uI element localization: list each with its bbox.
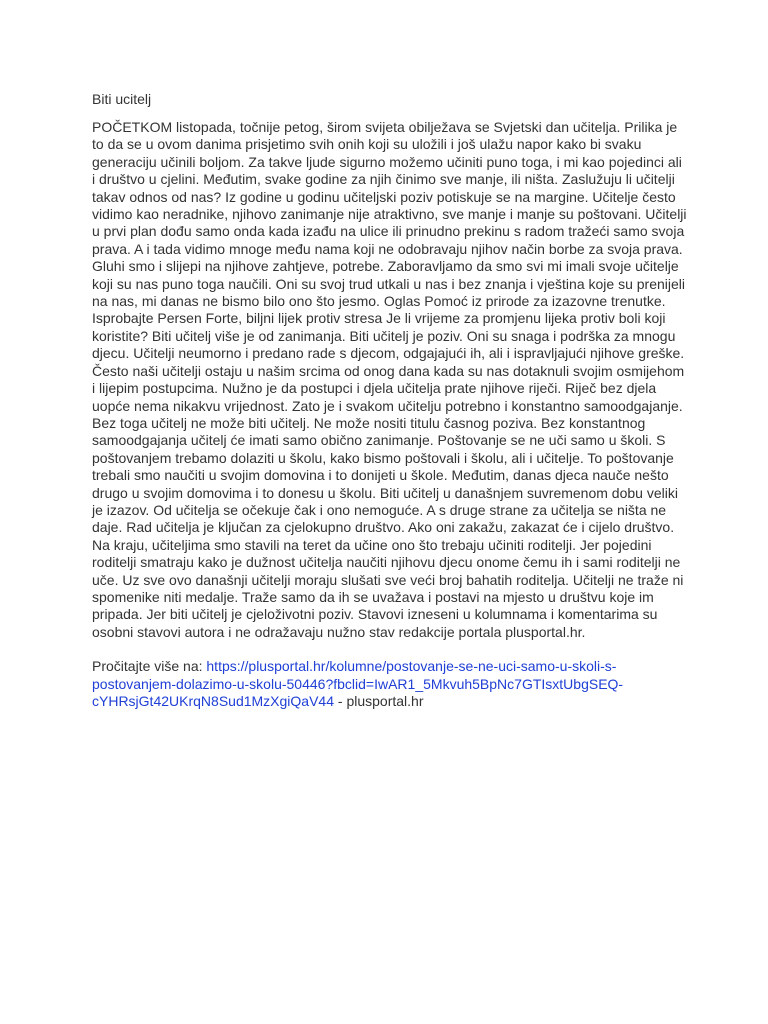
- body-line: Gluhi smo i slijepi na njihove zahtjeve, potrebe. Zaboravljamo da smo svi mi imali svoje učitelje: [92, 258, 679, 275]
- body-line: koji su nas puno toga naučili. Oni su svoj trud utkali u nas i bez znanja i vještina koje su prenijeli: [92, 275, 685, 292]
- body-line: drugo u svojim domovima i to donesu u školu. Biti učitelj u današnjem suvremenom dobu veliki: [92, 484, 678, 501]
- body-line: Na kraju, učiteljima smo stavili na teret da učine ono što trebaju učiniti roditelji. Jer pojedini: [92, 536, 652, 553]
- body-line: je izazov. Od učitelja se očekuje čak i ono nemoguće. A s druge strane za učitelja se ništa ne: [92, 501, 667, 518]
- document-title: Biti ucitelj: [92, 91, 152, 107]
- source-link-part-3[interactable]: cYHRsjGt42UKrqN8Sud1MzXgiQaV44: [92, 693, 334, 710]
- body-line: poštovanjem trebamo dolaziti u školu, kako bismo poštovali i školu, ali i učitelje. To poštovanje: [92, 449, 674, 466]
- body-line: na nas, mi danas ne bismo bilo ono što jesmo. Oglas Pomoć iz prirode za izazovne trenutke.: [92, 293, 666, 310]
- body-line: POČETKOM listopada, točnije petog, širom svijeta obilježava se Svjetski dan učitelja. Prilika je: [92, 119, 678, 135]
- body-line: Često naši učitelji ostaju u našim srcima od onog dana kada su nas dotaknuli svojim osmijehom: [92, 362, 685, 379]
- read-more-line-2: [92, 676, 692, 694]
- read-more-prefix: Pročitajte više na:: [92, 658, 207, 675]
- body-line: prava. A i tada vidimo mnoge među nama koji ne odobravaju njihov način borbe za svoja prava.: [92, 240, 683, 257]
- read-more-line-3: [92, 693, 692, 711]
- body-line: Isprobajte Persen Forte, biljni lijek protiv stresa Je li vrijeme za promjenu lijeka protiv boli koji: [92, 310, 666, 327]
- body-line: i društvo u cjelini. Međutim, svake godine za njih činimo sve manje, ili ništa. Zaslužuju li učitelji: [92, 171, 675, 188]
- source-link-part-2[interactable]: postovanjem-dolazimo-u-skolu-50446?fbclid=IwAR1_5Mkvuh5BpNc7GTIsxtUbgSEQ-: [92, 675, 624, 692]
- body-line: daje. Rad učitelja je ključan za cjelokupno društvo. Ako oni zakažu, zakazat će i cijelo društvo.: [92, 519, 675, 536]
- document-page: [92, 90, 692, 711]
- body-line: to da se u ovom danima prisjetimo svih onih koji su uložili i još ulažu napor kako bi svaku: [92, 136, 642, 153]
- body-line: samoodgajanja učitelj će imati samo obično zanimanje. Poštovanje se ne uči samo u školi. S: [92, 432, 666, 449]
- body-line: koristite? Biti učitelj više je od zanimanja. Biti učitelj je poziv. Oni su snaga i podrška za mnogu: [92, 327, 676, 344]
- body-line: generaciju učinili boljom. Za takve ljude sigurno možemo učiniti puno toga, i mi kao pojedinci ali: [92, 153, 682, 170]
- article-body: [92, 119, 692, 641]
- body-line: roditelji smatraju kako je dužnost učitelja naučiti njihovu djecu onome čemu ih i sami roditelji ne: [92, 554, 681, 571]
- body-line: vidimo kao neradnike, njihovo zanimanje nije atraktivno, sve manje i manje su poštovani. Učitelji: [92, 206, 687, 223]
- read-more-line-1: [92, 658, 692, 676]
- body-line: takav odnos od nas? Iz godine u godinu učiteljski poziv potiskuje se na margine. Učitelje često: [92, 188, 676, 205]
- body-line: i lijepim postupcima. Nužno je da postupci i djela učitelja prate njihove riječi. Riječ bez djela: [92, 380, 657, 397]
- body-line: Bez toga učitelj ne može biti učitelj. Ne može nositi titulu časnog poziva. Bez konstantnog: [92, 414, 646, 431]
- body-line: spomenike niti medalje. Traže samo da ih se uvažava i postavi na mjesto u društvu koje im: [92, 588, 654, 605]
- body-line: pripada. Jer biti učitelj je cjeloživotni poziv. Stavovi izneseni u kolumnama i komentarima su: [92, 606, 658, 623]
- body-line: djecu. Učitelji neumorno i predano rade s djecom, odgajajući ih, ali i ispravljajući njihove greške.: [92, 345, 685, 362]
- body-line: osobni stavovi autora i ne odražavaju nužno stav redakcije portala plusportal.hr.: [92, 623, 586, 640]
- body-line: u prvi plan dođu samo onda kada izađu na ulice ili prinudno prekinu s radom tražeći samo svoja: [92, 223, 685, 240]
- body-line: uče. Uz sve ovo današnji učitelji moraju slušati sve veći broj bahatih roditelja. Učitelji ne traže ni: [92, 571, 684, 588]
- body-line: trebali smo naučiti u svojim domovina i to donijeti u škole. Međutim, danas djeca nauče nešto: [92, 467, 669, 484]
- source-link-part-1[interactable]: https://plusportal.hr/kolumne/postovanje-se-ne-uci-samo-u-skoli-s-: [206, 658, 617, 675]
- read-more-section: [92, 658, 692, 711]
- read-more-suffix: - plusportal.hr: [334, 693, 424, 710]
- body-line: uopće nema nikakvu vrijednost. Zato je i svakom učitelju potrebno i konstantno samoodgajanje.: [92, 397, 683, 414]
